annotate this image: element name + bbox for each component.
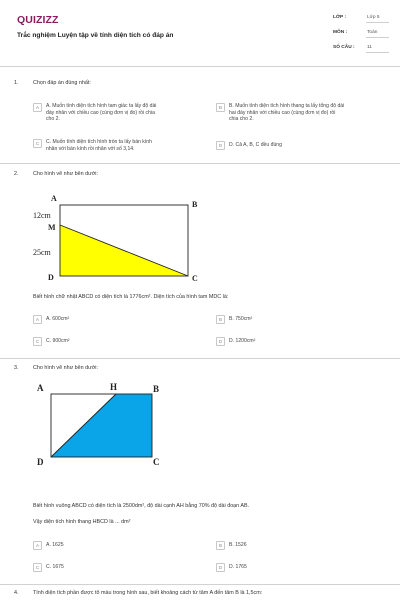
page-title: Trắc nghiệm Luyện tập về tính diện tích có đáp án <box>17 32 174 39</box>
option-text: B. Muốn tính diện tích hình thang ta lấy tổng độ dài hai đáy nhân với chiều cao (cùng đơn vị đo) rồi chia cho 2. <box>229 103 345 123</box>
option-b[interactable] <box>216 103 344 123</box>
label-top-length: 12cm <box>33 211 51 220</box>
label-bottom-length: 25cm <box>33 248 51 257</box>
question-divider <box>0 163 400 164</box>
meta-underline <box>366 52 389 53</box>
option-text: A. 1625 <box>46 542 64 548</box>
option-a[interactable] <box>33 315 69 324</box>
question-statement: Vậy diện tích hình thang HBCD là ... dm² <box>33 519 131 525</box>
option-letter: A <box>33 541 42 550</box>
question-number: 3. <box>14 365 19 371</box>
question-text: Chọn đáp án đúng nhất: <box>33 80 91 86</box>
meta-underline <box>366 37 389 38</box>
option-text: A. Muốn tính diện tích hình tam giác ta lấy độ dài đáy nhân với chiều cao (cùng đơn vị đo) rồi chia cho 2. <box>46 103 157 123</box>
square-figure <box>30 378 170 478</box>
question-divider <box>0 358 400 359</box>
label-c: C <box>153 457 160 467</box>
option-text: C. 1675 <box>46 564 64 570</box>
option-a[interactable] <box>33 541 64 550</box>
option-text: D. 1765 <box>229 564 247 570</box>
option-letter: C <box>33 139 42 148</box>
meta-label: MÔN : <box>333 30 348 35</box>
option-letter: A <box>33 315 42 324</box>
meta-grade <box>333 13 389 23</box>
option-letter: B <box>216 541 225 550</box>
label-b: B <box>192 200 198 209</box>
option-letter: A <box>33 103 42 112</box>
option-letter: B <box>216 315 225 324</box>
meta-label: LỚP : <box>333 15 347 20</box>
option-letter: D <box>216 337 225 346</box>
option-letter: D <box>216 141 225 150</box>
option-b[interactable] <box>216 315 252 324</box>
option-c[interactable] <box>33 563 64 572</box>
label-d: D <box>48 273 54 282</box>
option-text: C. 900cm² <box>46 338 70 344</box>
label-m: M <box>48 223 56 232</box>
option-c[interactable] <box>33 139 152 152</box>
label-d: D <box>37 457 44 467</box>
meta-underline <box>366 22 389 23</box>
option-text: C. Muốn tính diện tích hình tròn ta lấy bán kính nhân với bán kính rồi nhân với số 3,14. <box>46 139 152 152</box>
option-d[interactable] <box>216 337 255 346</box>
option-d[interactable] <box>216 141 282 150</box>
option-letter: D <box>216 563 225 572</box>
label-b: B <box>153 384 160 394</box>
meta-value: Lớp 5 <box>367 15 380 20</box>
question-number: 2. <box>14 171 19 177</box>
question-statement: Biết hình vuông ABCD có diện tích là 2500dm², độ dài cạnh AH bằng 70% độ dài đoạn AB. <box>33 503 250 509</box>
option-letter: C <box>33 563 42 572</box>
question-number: 4. <box>14 590 19 596</box>
meta-label: SỐ CÂU : <box>333 45 355 50</box>
quizizz-logo: QUIZIZZ <box>17 14 59 26</box>
option-text: B. 750cm² <box>229 316 253 322</box>
option-text: A. 600cm² <box>46 316 70 322</box>
question-text: Cho hình vẽ như bên dưới: <box>33 171 98 177</box>
option-text: B. 1526 <box>229 542 247 548</box>
question-text: Tính diện tích phần được tô màu trong hình sau, biết khoảng cách từ tâm A đến tâm B là 1,5cm: <box>33 590 263 596</box>
question-divider <box>0 584 400 585</box>
meta-subject <box>333 28 389 38</box>
option-d[interactable] <box>216 563 247 572</box>
option-a[interactable] <box>33 103 156 123</box>
label-a: A <box>51 194 57 203</box>
meta-value: 11 <box>367 45 372 50</box>
option-b[interactable] <box>216 541 247 550</box>
label-h: H <box>110 382 118 392</box>
question-text: Cho hình vẽ như bên dưới: <box>33 365 98 371</box>
trapezoid-hbcd-fill <box>51 394 152 457</box>
label-c: C <box>192 274 198 283</box>
option-c[interactable] <box>33 337 70 346</box>
option-text: D. Cả A, B, C đều đúng <box>229 142 282 148</box>
option-letter: C <box>33 337 42 346</box>
question-number: 1. <box>14 80 19 86</box>
meta-value: Toán <box>367 30 378 35</box>
header-divider <box>0 66 400 67</box>
meta-question-count <box>333 43 389 53</box>
option-text: D. 1200cm² <box>229 338 256 344</box>
question-statement: Biết hình chữ nhật ABCD có diện tích là 1776cm². Diện tích của hình tam MDC là: <box>33 294 229 300</box>
option-letter: B <box>216 103 225 112</box>
label-a: A <box>37 383 44 393</box>
rectangle-figure <box>30 190 210 285</box>
